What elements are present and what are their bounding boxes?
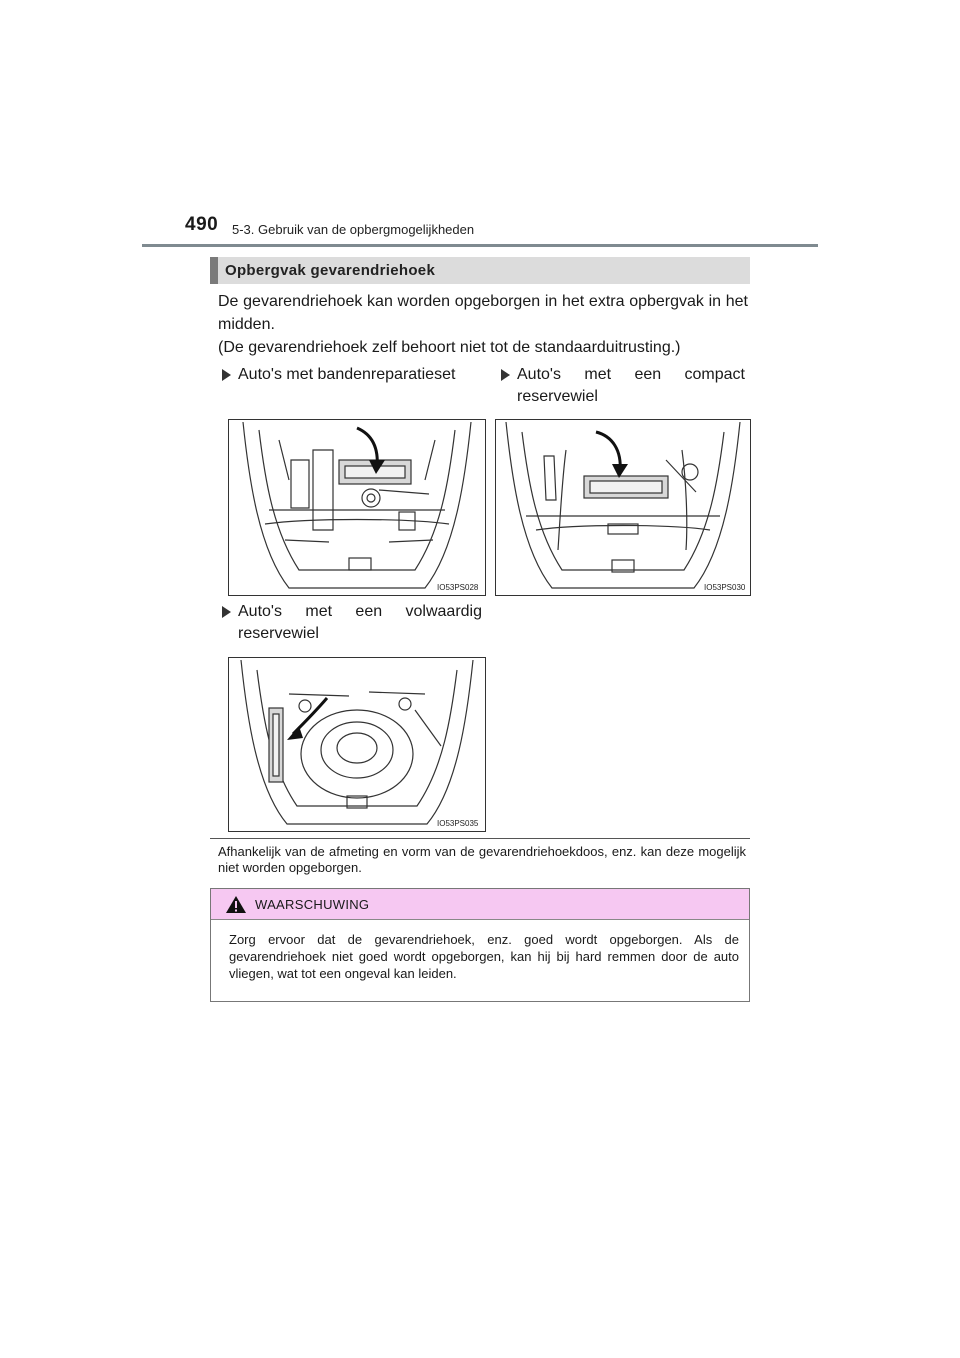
intro-text <box>218 290 748 359</box>
bullet-triangle-icon <box>222 369 231 381</box>
variant-label-full-spare <box>222 601 484 645</box>
bullet-triangle-icon <box>222 606 231 618</box>
section-heading <box>210 257 750 284</box>
intro-line-2: (De gevarendriehoek zelf behoort niet tot de standaarduitrusting.) <box>218 339 681 356</box>
heading-accent <box>210 257 218 284</box>
figure-code: IO53PS030 <box>704 583 746 592</box>
heading-text: Opbergvak gevarendriehoek <box>225 262 436 279</box>
bullet-triangle-icon <box>501 369 510 381</box>
figure-full-spare <box>228 657 486 832</box>
section-title: 5-3. Gebruik van de opbergmogelijkheden <box>232 222 475 237</box>
trunk-illustration-full-spare <box>229 658 485 831</box>
figure-code: IO53PS035 <box>437 819 479 828</box>
warning-title: WAARSCHUWING <box>255 897 370 912</box>
intro-line-1: De gevarendriehoek kan worden opgeborgen in het extra opbergvak in het midden. <box>218 293 748 333</box>
variant-label-compact-spare <box>501 364 747 408</box>
page-number: 490 <box>185 214 219 235</box>
warning-text: Zorg ervoor dat de gevarendriehoek, enz. goed wordt opgeborgen. Als de gevarendriehoek niet goed wordt opgeborgen, kan hij bij hard remmen door de auto vliegen, wat tot een ongeval kan leiden. <box>229 932 739 981</box>
storage-note: Afhankelijk van de afmeting en vorm van de gevarendriehoekdoos, enz. kan deze mogelijk niet worden opgeborgen. <box>218 844 746 875</box>
variant-label-text: Auto's met een volwaardig reservewiel <box>238 603 482 642</box>
warning-box <box>210 888 750 1002</box>
variant-label-text: Auto's met bandenreparatieset <box>238 366 456 383</box>
header-divider <box>142 244 818 247</box>
figure-code: IO53PS028 <box>437 583 479 592</box>
trunk-illustration-compact-spare <box>496 420 750 595</box>
figure-compact-spare <box>495 419 751 596</box>
figure-repair-kit <box>228 419 486 596</box>
note-divider <box>210 838 750 839</box>
variant-label-repair-kit <box>222 364 484 386</box>
warning-triangle-icon <box>225 895 247 914</box>
trunk-illustration-repair-kit <box>229 420 485 595</box>
warning-header <box>211 889 749 920</box>
variant-label-text: Auto's met een compact reservewiel <box>517 366 745 405</box>
